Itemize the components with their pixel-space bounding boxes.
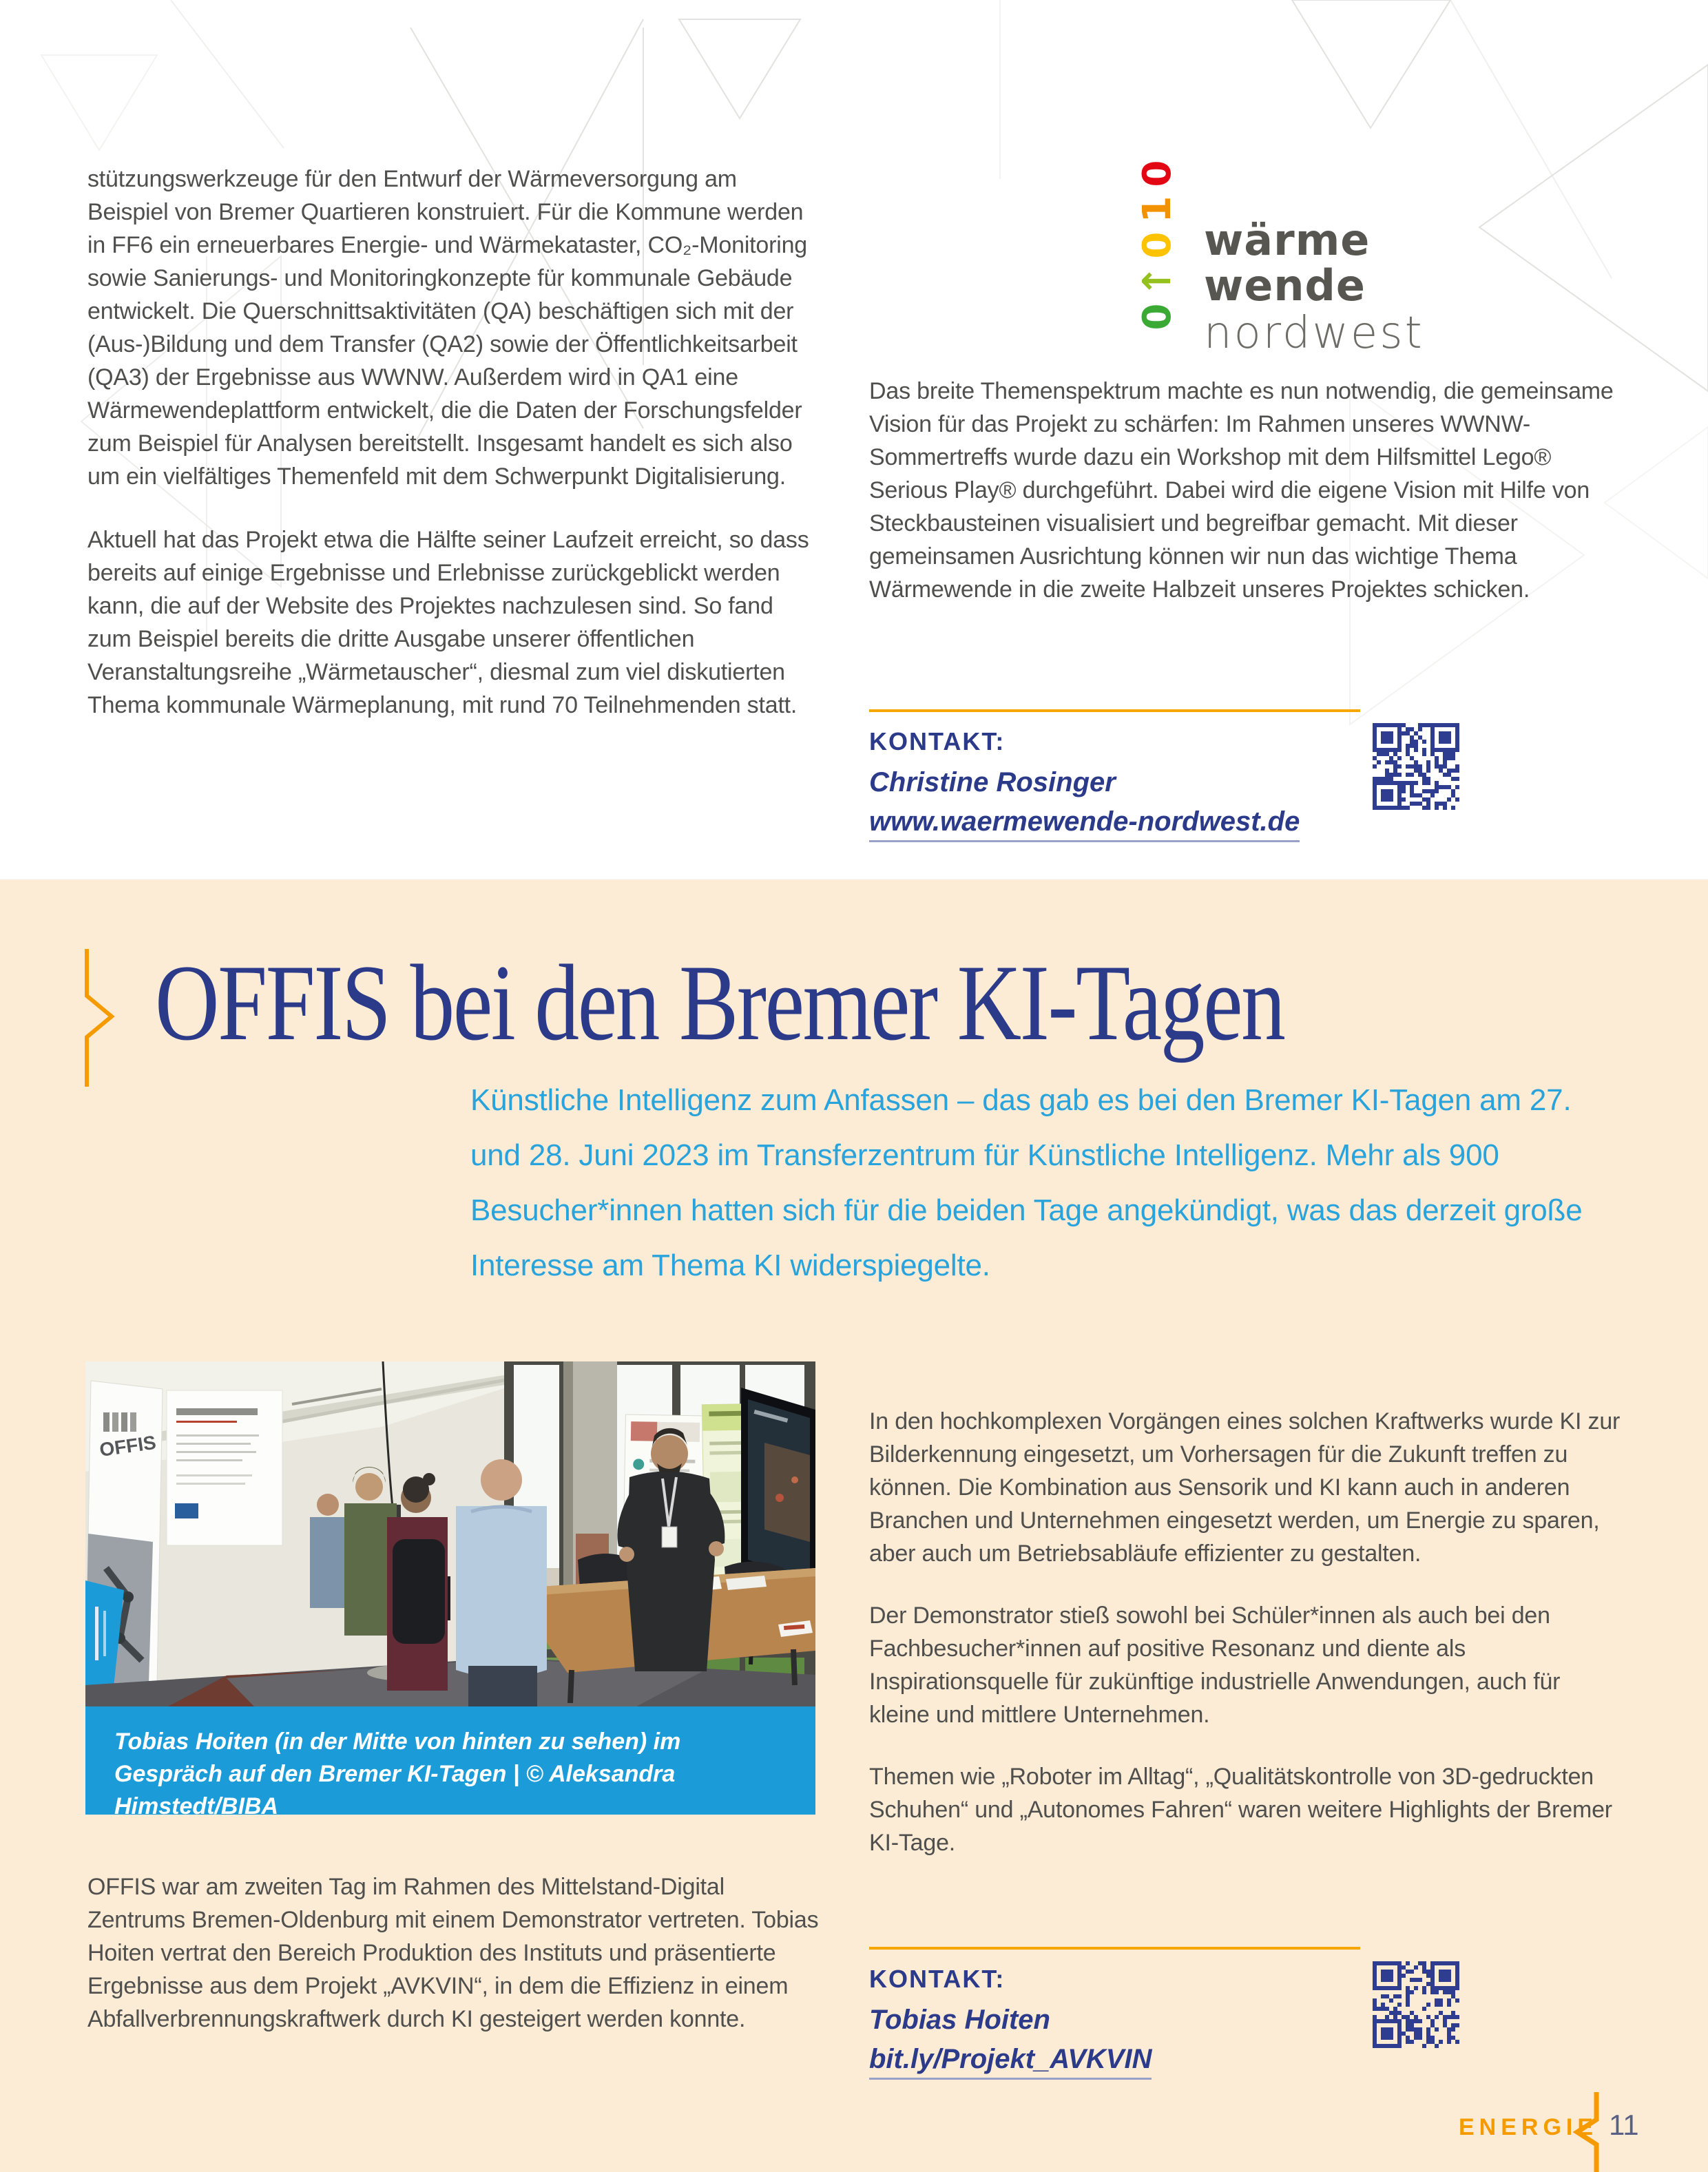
article-photo: [85, 1361, 815, 1706]
ki-right-column: [869, 1405, 1627, 1859]
wwnw-right-column: [869, 375, 1627, 606]
ki-contact-block: [869, 1947, 1360, 2080]
contact-label: KONTAKT:: [869, 727, 1006, 755]
ki-paragraph-2: Der Demonstrator stieß sowohl bei Schüler*innen als auch bei den Fachbesucher*innen auf positive Resonanz und diente als Inspirationsquelle für zukünftige industrielle Anwendungen, auch für kleine und mittlere Unternehmen.: [869, 1602, 1561, 1728]
heading-chevron-mark: [80, 949, 121, 1094]
wwnw-qr-code: [1373, 723, 1459, 810]
logo-digit: 1: [1135, 196, 1180, 223]
ki-paragraph-3: Themen wie „Roboter im Alltag“, „Qualitätskontrolle von 3D-gedruckten Schuhen“ und „Autonomes Fahren“ waren weitere Highlights der Bremer KI-Tage.: [869, 1764, 1612, 1856]
logo-digit: 0: [1135, 231, 1180, 259]
contact-link[interactable]: www.waermewende-nordwest.de: [869, 806, 1300, 842]
ki-paragraph-1: In den hochkomplexen Vorgängen eines solchen Kraftwerks wurde KI zur Bilderkennung eingesetzt, um Vorhersagen für die Zukunft treffen zu können. Die Kombination aus Sensorik und KI kann auch in anderen Branchen und Unternehmen eingesetzt werden, um Energie zu sparen, aber auch um Betriebsabläufe effizienter zu gestalten.: [869, 1408, 1621, 1567]
photo-banner-label: OFFIS: [98, 1431, 158, 1461]
ki-paragraph-left: OFFIS war am zweiten Tag im Rahmen des Mittelstand-Digital Zentrums Bremen-Oldenburg mit einem Demonstrator vertreten. Tobias Hoiten vertrat den Bereich Produktion des Instituts und präsentierte Ergebnisse aus dem Projekt „AVKVIN“, in dem die Effizienz in einem Abfallverbrennungskraftwerk durch KI gesteigert werden konnte.: [87, 1874, 819, 2032]
article-photo-illustration: [85, 1361, 815, 1706]
wwnw-paragraph-2: Aktuell hat das Projekt etwa die Hälfte seiner Laufzeit erreicht, so dass bereits auf einige Ergebnisse und Erlebnisse zurückgeblickt werden kann, die auf der Website des Projektes nachzulesen sind. So fand zum Beispiel bereits die dritte Ausgabe unserer öffentlichen Veranstaltungsreihe „Wärmetauscher“, diesmal zum viel diskutierten Thema kommunale Wärmeplanung, mit rund 70 Teilnehmenden statt.: [87, 527, 809, 718]
wwnw-logo-word-2: wende: [1204, 260, 1366, 311]
wwnw-left-column: [87, 163, 819, 722]
wwnw-logo-word-3: nordwest: [1204, 308, 1424, 359]
footer-chevron-mark: [1572, 2092, 1603, 2172]
photo-caption: Tobias Hoiten (in der Mitte von hinten zu sehen) im Gespräch auf den Bremer KI-Tagen | © Aleksandra Himstedt/BIBA: [85, 1706, 815, 1815]
ki-left-column: [87, 1870, 819, 2036]
ki-article-intro: Künstliche Intelligenz zum Anfassen – das gab es bei den Bremer KI-Tagen am 27. und 28. Juni 2023 im Transferzentrum für Künstliche Intelligenz. Mehr als 900 Besucher*innen hatten sich für die beiden Tage angekündigt, was das derzeit große Interesse am Thema KI widerspiegelte.: [470, 1083, 1583, 1282]
wwnw-logo-digits: [1135, 156, 1180, 335]
contact-label: KONTAKT:: [869, 1965, 1006, 1993]
ki-article-title: OFFIS bei den Bremer KI-Tagen: [155, 943, 1284, 1063]
logo-digit: 0: [1135, 160, 1180, 187]
wwnw-logo-wordmark: [1204, 215, 1424, 359]
footer-section-label: ENERGIE: [1459, 2114, 1598, 2140]
wwnw-paragraph-3: Das breite Themenspektrum machte es nun notwendig, die gemeinsame Vision für das Projekt zu schärfen: Im Rahmen unseres WWNW-Sommertreffs wurde dazu ein Workshop mit dem Hilfsmittel Lego® Serious Play® durchgeführt. Dabei wird die eigene Vision mit Hilfe von Steckbausteinen visualisiert und begreifbar gemacht. Mit dieser gemeinsamen Ausrichtung können wir nun das wichtige Thema Wärmewende in die zweite Halbzeit unseres Projektes schicken.: [869, 378, 1614, 603]
contact-link[interactable]: bit.ly/Projekt_AVKVIN: [869, 2044, 1152, 2080]
ki-qr-code: [1373, 1961, 1459, 2048]
wwnw-paragraph-1: stützungswerkzeuge für den Entwurf der Wärmeversorgung am Beispiel von Bremer Quartieren konstruiert. Für die Kommune werden in FF6 ein erneuerbares Energie- und Wärmekataster, CO₂-Monitoring sowie Sanierungs- und Monitoringkonzepte für kommunale Gebäude entwickelt. Die Querschnittsaktivitäten (QA) beschäftigen sich mit der (Aus-)Bildung und dem Transfer (QA2) sowie der Öffentlichkeitsarbeit (QA3) der Ergebnisse aus WWNW. Außerdem wird in QA1 eine Wärmewendeplattform entwickelt, die die Daten der Forschungsfelder zum Beispiel für Analysen bereitstellt. Insgesamt handelt es sich also um ein vielfältiges Themenfeld mit dem Schwerpunkt Digitalisierung.: [87, 166, 808, 490]
logo-digit: 0: [1135, 303, 1180, 331]
footer-page-number: 11: [1609, 2109, 1639, 2141]
contact-name: Christine Rosinger: [869, 767, 1116, 797]
wwnw-logo-word-1: wärme: [1204, 215, 1371, 265]
contact-name: Tobias Hoiten: [869, 2005, 1050, 2035]
logo-digit: ↑: [1135, 264, 1180, 297]
wwnw-contact-block: [869, 709, 1360, 842]
